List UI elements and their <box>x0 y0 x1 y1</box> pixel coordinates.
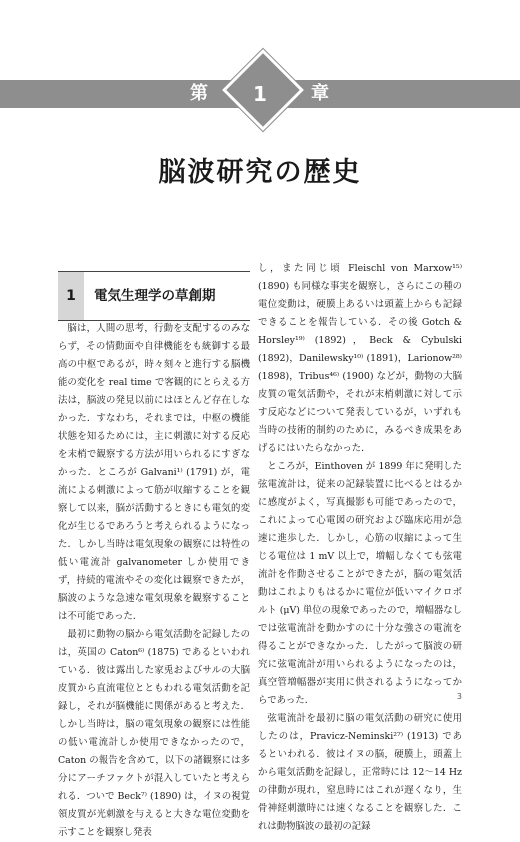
chapter-banner <box>0 60 520 138</box>
section-heading <box>58 271 250 321</box>
chapter-label-right: 章 <box>311 83 329 104</box>
section-title: 電気生理学の草創期 <box>94 288 216 304</box>
chapter-label-left: 第 <box>190 83 208 104</box>
body-paragraph: 脳は，人間の思考，行動を支配するのみならず，その情動面や自律機能をも統御する最高の中枢であるが，時々刻々と進行する脳機能の変化を real time で客観的にとらえる方法は，脳波の発見以前にはほとんど存在しなかった．すなわち，それまでは，中枢の機能状態を知るためには，主に刺激に対する反応を末梢で観察する方法が用いられるにすぎなかった．ところが Galvani¹⁾ (1791) が，電流による刺激によって筋が収縮することを観察して以来，脳が活動するときにも電気的変化が生じるであろうと考えられるようになった．しかし当時は電気現象の観察には特性の低い電流計 galvanometer しか使用できず，持続的電流やその変化は観察できたが，脳波のような急速な電気現象を観察することは不可能であった． <box>58 323 250 622</box>
right-column <box>258 260 462 836</box>
section-number: 1 <box>66 288 76 304</box>
body-paragraph: ところが，Einthoven が 1899 年に発明した弦電流計は，従来の記録装置に比べるとはるかに感度がよく，写真撮影も可能であったので，これによって心電図の研究および臨床応用が急速に進歩した．しかし，心筋の収縮によって生じる電位は 1 mV 以上で，増幅しなくても弦電流計を作動させることができたが，脳の電気活動はこれよりもはるかに電位が低いマイクロボルト (μV) 単位の現象であったので，増幅器なしでは弦電流計を動かすのに十分な強さの電流を得ることができなかった．したがって脳波の研究に弦電流計が用いられるようになったのは，真空管増幅器が実用に供されるようになってからであった． <box>258 461 462 706</box>
chapter-title: 脳波研究の歴史 <box>158 157 362 188</box>
chapter-number: 1 <box>253 82 267 106</box>
page-number: 3 <box>456 692 462 701</box>
body-paragraph: 弦電流計を最初に脳の電気活動の研究に使用したのは，Pravicz-Neminski²⁷⁾ (1913) であるといわれる．彼はイヌの脳，硬膜上，頭蓋上から電気活動を記録し，正常時には 12～14 Hz の律動が現れ，窒息時にはこれが遅くなり，生骨神経刺激時には速くなることを観察した．これは動物脳波の最初の記録 <box>258 713 462 832</box>
body-paragraph: 最初に動物の脳から電気活動を記録したのは，英国の Caton⁶⁾ (1875) であるといわれている．彼は露出した家兎およびサルの大脳皮質から直流電位とともわれる電気活動を記録し，それが脳機能に関係があると考えた．しかし当時は，脳の電気現象の観察には性能の低い電流計しか使用できなかったので，Caton の報告を含めて，以下の諸観察には多分にアーチファクトが混入していたと考えられる．ついで Beck⁷⁾ (1890) は，イヌの視覚領皮質が光刺激を与えると大きな電位変動を示すことを観察し発表 <box>58 629 250 838</box>
left-column <box>58 320 250 842</box>
body-paragraph: し，また同じ頃 Fleischl von Marxow¹⁵⁾ (1890) も同様な事実を観察し，さらにこの種の電位変動は，硬膜上あるいは頭蓋上からも記録できることを報告している．その後 Gotch & Horsley¹⁹⁾ (1892)，Beck & Cybulski (1892)，Danilewsky¹⁰⁾ (1891)，Larionow²⁸⁾ (1898)，Tribus⁴⁶⁾ (1900) などが，動物の大脳皮質の電気活動や，それが末梢刺激に対して示す反応などについて発表しているが，いずれも当時の技術的制約のために，みるべき成果をあげるにはいたらなかった． <box>258 263 462 454</box>
